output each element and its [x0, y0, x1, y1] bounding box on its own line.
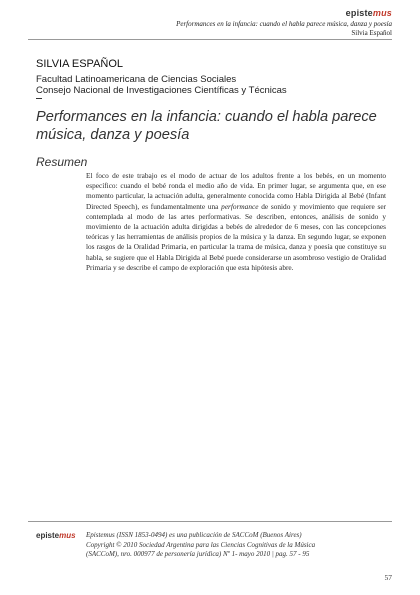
- footer-citation: [86, 531, 396, 560]
- footer-divider: [28, 521, 392, 522]
- header-logo: epistemus: [345, 8, 392, 18]
- abstract-text: El foco de este trabajo es el modo de actuar de los adultos frente a los bebés, en un momento específico: cuando el bebé ronda el medio año de vida. En primer lugar, se argumenta que, en ese momento particular, la actuación adulta, generalmente conocida como Habla Dirigida al Bebé (Infant Directed Speech), es fundamentalmente una performance de sonido y movimiento que requiere ser contemplada al modo de las artes performativas. Se describen, entonces, análisis de sonido y movimiento de la actuación adulta dirigidas a bebés de alrededor de 6 meses, con las concepciones teóricas y las herramientas de análisis propios de la música y la danza. En segundo lugar, se exponen los rasgos de la Oralidad Primaria, en particular la trama de música, danza y poesía que constituye su habla, se sugiere que el Habla Dirigida al Bebé puede considerarse un asombroso vestigio de Oralidad Primaria y se describe el campo de exploración que esta hipótesis abre.: [86, 171, 386, 272]
- author-affiliation-1: Facultad Latinoamericana de Ciencias Sociales: [36, 74, 237, 85]
- page-number: 57: [384, 573, 392, 582]
- running-author: Silvia Español: [351, 29, 392, 37]
- running-title: Performances en la infancia: cuando el habla parece música, danza y poesía: [176, 20, 392, 28]
- author-affiliation-2: Consejo Nacional de Investigaciones Científicas y Técnicas: [36, 85, 287, 96]
- footer-logo: epistemus: [36, 531, 76, 540]
- header-divider: [28, 39, 392, 40]
- article-title: Performances en la infancia: cuando el habla parece música, danza y poesía: [36, 109, 377, 143]
- author-name: SILVIA ESPAÑOL: [36, 58, 124, 70]
- footer-line-3: (SACCoM), nro. 000977 de personería jurídica) Nº 1- mayo 2010 | pag. 57 - 95: [86, 550, 310, 559]
- affiliation-divider: [36, 98, 42, 99]
- abstract-heading: Resumen: [36, 155, 88, 169]
- footer-line-1: Epistemus (ISSN 1853-0494) es una publicación de SACCoM (Buenos Aires): [86, 531, 302, 539]
- footer-line-2: Copyright © 2010 Sociedad Argentina para las Ciencias Cognitivas de la Música: [86, 540, 316, 549]
- abstract-emphasis: performance: [221, 201, 259, 211]
